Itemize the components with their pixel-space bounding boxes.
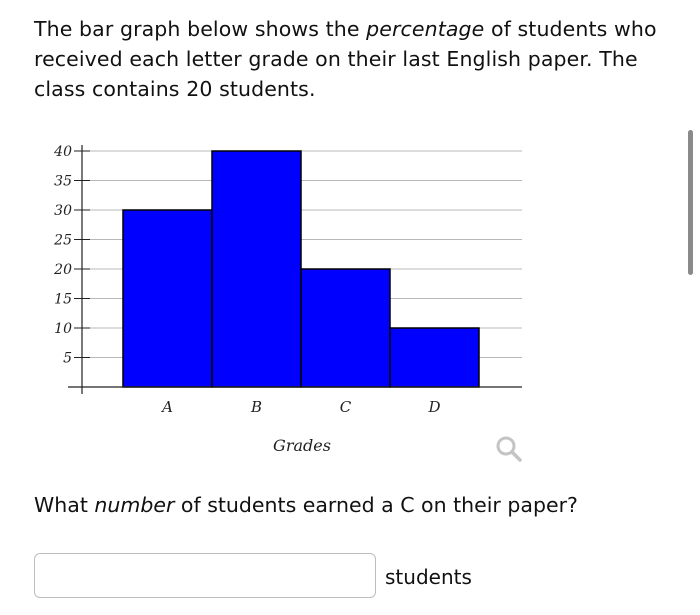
question-emphasis: number [94, 493, 175, 517]
x-tick-label: D [428, 398, 441, 416]
x-tick-label: C [339, 398, 352, 416]
prompt-text-end: of students who received each letter grade on their last English paper. The class contains 20 students. [34, 17, 657, 101]
x-tick-label: A [162, 398, 173, 416]
y-tick-label: 15 [54, 291, 72, 308]
question-text-end: of students earned a C on their paper? [174, 493, 578, 517]
scrollbar[interactable] [688, 130, 693, 275]
magnifier-icon[interactable] [494, 434, 524, 464]
y-tick-label: 40 [54, 144, 72, 160]
bar-a [123, 210, 212, 387]
y-tick-label: 30 [54, 203, 72, 219]
x-axis-title: Grades [273, 436, 331, 455]
bar-c [301, 269, 390, 387]
y-tick-label: 5 [63, 350, 72, 367]
y-tick-label: 20 [54, 262, 72, 278]
y-tick-label: 25 [54, 232, 72, 249]
question-text [34, 490, 578, 520]
bar-d [390, 328, 479, 387]
y-tick-label: 10 [54, 321, 72, 337]
prompt-text-start: The bar graph below shows the [34, 17, 367, 41]
answer-unit-label: students [385, 565, 472, 589]
x-tick-label: B [250, 398, 263, 416]
answer-input[interactable] [34, 553, 376, 598]
prompt-emphasis: percentage [366, 17, 485, 41]
bar-b [212, 151, 301, 387]
question-text-start: What [34, 493, 95, 517]
y-tick-label: 35 [54, 173, 72, 190]
